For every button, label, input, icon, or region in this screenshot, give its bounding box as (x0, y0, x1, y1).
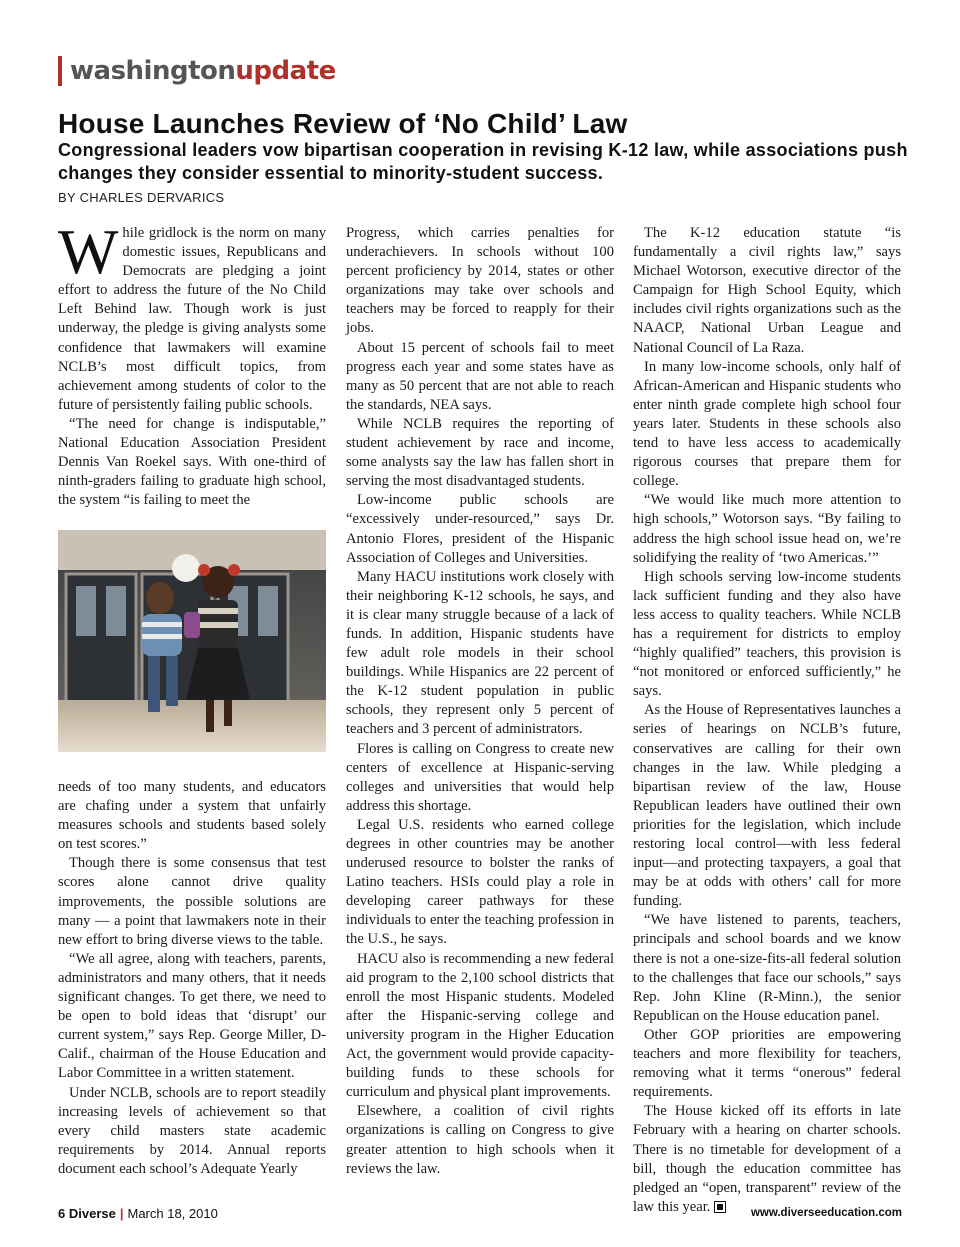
paragraph: needs of too many students, and educators are chafing under a system that unfairly measures schools and students based solely on test scores.” (58, 779, 326, 853)
paragraph: Elsewhere, a coalition of civil rights organizations is calling on Congress to give greater attention to high schools when it reviews the law. (346, 1103, 614, 1177)
paragraph: As the House of Representatives launches a series of hearings on NCLB’s future, conservatives are calling for their own changes in the law. While pledging a bipartisan review of the law, House Republican leaders have outlined their own priorities for the legislation, which include restoring local control—with less federal input—and protecting taxpayers, a goal that may be at odds with others’ call for more funding. (633, 702, 901, 910)
paragraph: Low-income public schools are “excessively under-resourced,” says Dr. Antonio Flores, president of the Hispanic Association of Colleges and Universities. (346, 492, 614, 566)
paragraph: The K-12 education statute “is fundamentally a civil rights law,” says Michael Wotorson, executive director of the Campaign for High School Equity, which includes civil rights organizations such as the NAACP, National Urban League and National Council of La Raza. (633, 225, 901, 356)
paragraph-text: hile gridlock is the norm on many domestic issues, Republicans and Democrats are pledging a joint effort to address the future of the No Child Left Behind law. Though work is just underway, the pledge is giving analysts some confidence that lawmakers will examine NCLB’s most difficult topics, from achievement among students of color to the future of persistently failing public schools. (58, 225, 326, 413)
footer-separator: | (119, 1206, 124, 1221)
paragraph: Flores is calling on Congress to create new centers of excellence at Hispanic-serving colleges and universities that would help address this shortage. (346, 740, 614, 814)
paragraph: While NCLB requires the reporting of student achievement by race and income, some analysts say the law has fallen short in serving the most disadvantaged students. (346, 415, 614, 490)
section-accent-bar (58, 56, 62, 86)
paragraph: HACU also is recommending a new federal aid program to the 2,100 school districts that enroll the most Hispanic students. Modeled after the Hispanic-serving college and university program in the Higher Education Act, the government would provide capacity-building funds to these schools for curriculum and physical plant improvements. (346, 950, 614, 1101)
section-label (58, 52, 336, 90)
paragraph: About 15 percent of schools fail to meet progress each year and some states have as many as 50 percent that are not able to reach the standards, NEA says. (346, 339, 614, 413)
paragraph: “We have listened to parents, teachers, principals and school boards and we know there is not a one-size-fits-all federal solution to the challenges that face our schools,” says Rep. John Kline (R-Minn.), the senior Republican on the House education panel. (633, 912, 901, 1024)
issue-date: March 18, 2010 (127, 1206, 218, 1221)
paragraph: Though there is some consensus that test scores alone cannot drive quality improvements, the possible solutions are many — a point that lawmakers note in their new effort to bring diverse views to the table. (58, 855, 326, 948)
footer-folio (58, 1206, 218, 1221)
column-3 (633, 224, 901, 1217)
paragraph (633, 1102, 901, 1217)
section-label-part1: washington (70, 56, 236, 86)
paragraph: Progress, which carries penalties for underachievers. In schools without 100 percent proficiency by 2014, states or other organizations may take over schools and teachers may be forced to reapply for their jobs. (346, 225, 614, 337)
article-deck: Congressional leaders vow bipartisan cooperation in revising K-12 law, while associations push changes they consider essential to minority-student success. (58, 140, 908, 183)
article-headline: House Launches Review of ‘No Child’ Law (58, 108, 628, 139)
column-2 (346, 224, 614, 1179)
students-running-photo (58, 530, 326, 752)
paragraph (58, 216, 326, 415)
page-number: 6 (58, 1206, 66, 1221)
paragraph-text: The House kicked off its efforts in late February with a hearing on charter schools. There is no timetable for development of a bill, though the education committee has pledged an “open, transparent” review of the law this year. (633, 1103, 901, 1215)
paragraph: High schools serving low-income students lack sufficient funding and they also have less access to quality teachers. While NCLB has a requirement for districts to employ “highly qualified” teachers, this provision is “not monitored or enforced sufficiently,” he says. (633, 568, 901, 700)
column-1-top (58, 216, 326, 510)
publication-name: Diverse (68, 1206, 116, 1221)
paragraph: Legal U.S. residents who earned college degrees in other countries may be another underused resource to bolster the ranks of Latino teachers. HSIs could play a role in developing career pathways for these individuals to enter the teaching profession in the U.S., he says. (346, 816, 614, 948)
drop-cap: W (58, 216, 119, 287)
section-label-part2: update (235, 56, 336, 86)
paragraph: “We would like much more attention to high schools,” Wotorson says. “By failing to address the high school issue head on, we’re solidifying the reality of ‘two Americas.’” (633, 492, 901, 566)
end-of-article-icon (714, 1201, 726, 1213)
paragraph: Under NCLB, schools are to report steadily increasing levels of achievement so that every child masters state academic requirements by 2014. Annual reports document each school’s Adequate Yearly (58, 1084, 326, 1177)
byline: BY CHARLES DERVARICS (58, 190, 225, 205)
paragraph: Many HACU institutions work closely with their neighboring K-12 schools, he says, and it is clear many struggle because of a lack of funds. In addition, Hispanic students have few adult role models in their school buildings. While Hispanics are 22 percent of the K-12 student population in public schools, they represent only 5 percent of teachers and 3 percent of administrators. (346, 568, 614, 738)
footer-url: www.diverseeducation.com (750, 1207, 902, 1219)
paragraph: Other GOP priorities are empowering teachers and more flexibility for teachers, removing what it terms “onerous” federal requirements. (633, 1026, 901, 1101)
paragraph: “We all agree, along with teachers, parents, administrators and many others, that it needs significant changes. To get there, we need to be open to bold ideas that ‘disrupt’ our current system,” says Rep. George Miller, D-Calif., chairman of the House Education and Labor Committee in a written statement. (58, 950, 326, 1082)
paragraph: “The need for change is indisputable,” National Education Association President Dennis Van Roekel says. With one-third of ninth-graders failing to graduate high school, the system “is failing to meet the (58, 415, 326, 509)
column-1-bottom (58, 778, 326, 1179)
paragraph: In many low-income schools, only half of African-American and Hispanic students who enter ninth grade complete high school four years later. Students in these schools also tend to have less access to academically rigorous courses that prepare them for college. (633, 358, 901, 490)
